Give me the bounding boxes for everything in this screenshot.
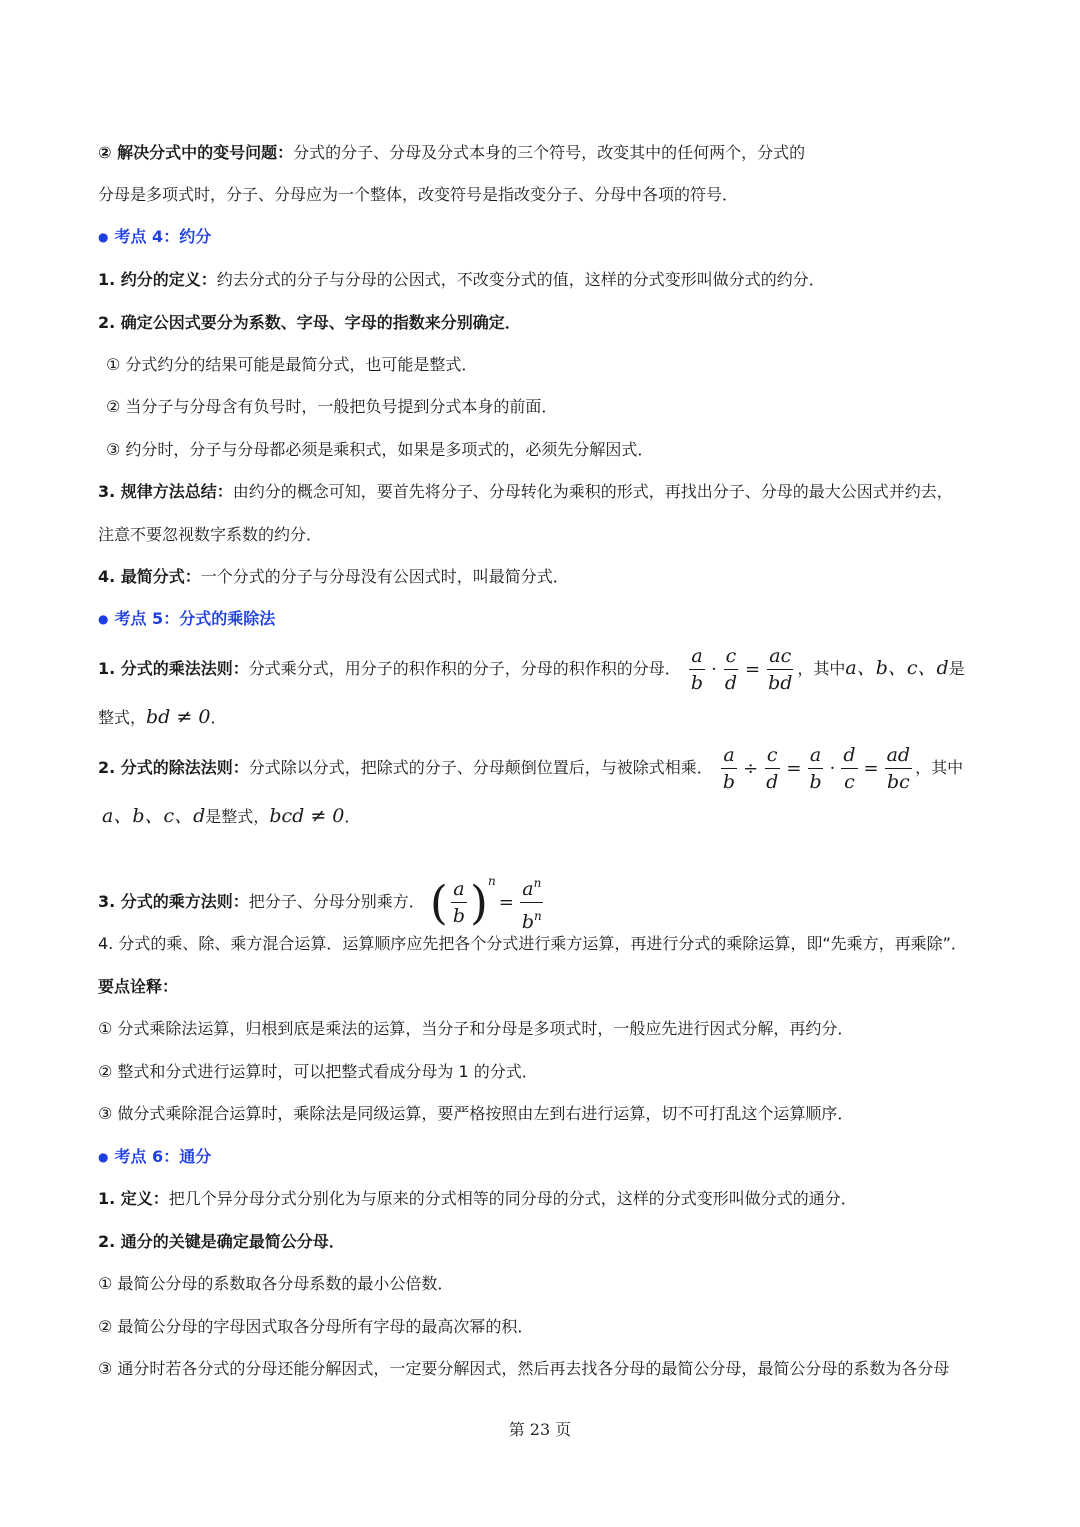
- bold-label: 4. 最简分式：: [98, 567, 201, 586]
- bold-label: 1. 定义：: [98, 1189, 169, 1208]
- fraction: [689, 643, 705, 696]
- denominator: bd: [768, 672, 793, 694]
- operator: =: [498, 891, 514, 913]
- text: ③ 通分时若各分式的分母还能分解因式，一定要分解因式，然后再去找各分母的最简公分母，最简公分母的系数为各分母: [98, 1359, 950, 1378]
- text: ② 当分子与分母含有负号时，一般把负号提到分式本身的前面．: [106, 397, 558, 416]
- bullet-icon: ●: [98, 1150, 109, 1164]
- denominator: d: [766, 771, 779, 793]
- fraction: [885, 742, 913, 795]
- numerator: d: [841, 742, 857, 769]
- fraction: [764, 742, 780, 795]
- numerator: a: [808, 742, 823, 769]
- text: 把分子、分母分别乘方．: [248, 892, 425, 911]
- paragraph-line: [98, 932, 980, 956]
- exponent: n: [487, 874, 496, 888]
- bold-label: 3. 规律方法总结：: [98, 482, 233, 501]
- list-item: [98, 1060, 980, 1084]
- math-condition: bcd ≠ 0: [269, 805, 345, 827]
- text: 一个分式的分子与分母没有公因式时，叫最简分式．: [200, 567, 569, 586]
- list-item: [98, 1102, 980, 1126]
- paragraph-multiplication-rule: [98, 640, 980, 698]
- paragraph-power-rule: [98, 850, 980, 935]
- operator: =: [786, 757, 802, 779]
- fraction: [451, 876, 467, 929]
- text: 注意不要忽视数字系数的约分．: [98, 525, 323, 544]
- denominator: b: [690, 672, 704, 694]
- text: ① 分式乘除法运算，归根到底是乘法的运算，当分子和分母是多项式时，一般应先进行因式分解，再约分．: [98, 1019, 854, 1038]
- text: ，其中: [797, 659, 846, 678]
- bullet-icon: ●: [98, 230, 109, 244]
- bold-label: 2. 确定公因式要分为系数、字母、字母的指数来分别确定．: [98, 313, 521, 332]
- section-heading-5: [98, 607, 980, 631]
- text: 是: [948, 659, 965, 678]
- numerator: a: [689, 643, 704, 670]
- text: ．: [344, 807, 361, 826]
- text: ．: [210, 708, 227, 727]
- text: ① 分式约分的结果可能是最简分式，也可能是整式．: [106, 355, 478, 374]
- text: ③ 约分时，分子与分母都必须是乘积式，如果是多项式的，必须先分解因式．: [106, 440, 654, 459]
- text: ③ 做分式乘除混合运算时，乘除法是同级运算，要严格按照由左到右进行运算，切不可打乱这个运算顺序．: [98, 1104, 854, 1123]
- denominator: b: [809, 771, 822, 793]
- fraction: [721, 742, 737, 795]
- paragraph-line: [98, 1187, 980, 1211]
- numerator: ad: [885, 742, 913, 769]
- numerator: c: [724, 643, 739, 670]
- page-number: 第 23 页: [508, 1420, 572, 1439]
- list-item: [98, 1017, 980, 1041]
- section-heading-6: [98, 1145, 980, 1169]
- bold-label: 2. 通分的关键是确定最简公分母．: [98, 1232, 345, 1251]
- denominator: $b^n$: [521, 909, 542, 933]
- list-item: [106, 353, 980, 377]
- numerator: a: [721, 742, 736, 769]
- heading-text: 考点 6：通分: [114, 1147, 212, 1166]
- fraction: [723, 643, 739, 696]
- numerator: $a^n$: [520, 870, 543, 903]
- paragraph-line: [98, 705, 980, 730]
- text: 4. 分式的乘、除、乘方混合运算．运算顺序应先把各个分式进行乘方运算，再进行分式的乘除运算，即“先乘方，再乘除”．: [98, 934, 967, 953]
- text: 把几个异分母分式分别化为与原来的分式相等的同分母的分式，这样的分式变形叫做分式的通分．: [168, 1189, 857, 1208]
- bold-label: 要点诠释：: [98, 977, 179, 996]
- denominator: bc: [886, 771, 910, 793]
- text: 分式乘分式，用分子的积作积的分子，分母的积作积的分母．: [248, 659, 681, 678]
- heading-text: 考点 4：约分: [114, 227, 212, 246]
- operator: ÷: [743, 757, 759, 779]
- bullet-icon: ●: [98, 612, 109, 626]
- numerator: ac: [767, 643, 793, 670]
- operator: =: [744, 658, 761, 680]
- math-vars: a、b、c、d: [845, 657, 949, 679]
- text: 分母是多项式时，分子、分母应为一个整体，改变符号是指改变分子、分母中各项的符号．: [98, 185, 739, 204]
- numerator: a: [451, 876, 466, 903]
- denominator: b: [722, 771, 736, 793]
- list-item: [106, 438, 980, 462]
- text: ，其中: [915, 758, 964, 777]
- list-item: [106, 395, 980, 419]
- text: 约去分式的分子与分母的公因式，不改变分式的值，这样的分式变形叫做分式的约分．: [216, 270, 825, 289]
- paragraph-line: [98, 268, 980, 292]
- fraction: [841, 742, 857, 795]
- paragraph-line: [98, 523, 980, 547]
- bold-label: 2. 分式的除法法则：: [98, 758, 249, 777]
- operator: =: [863, 757, 879, 779]
- bold-label: ② 解决分式中的变号问题：: [98, 143, 294, 162]
- paragraph-line: [98, 480, 980, 504]
- paragraph-line: [98, 804, 980, 829]
- paragraph-line: [98, 183, 980, 207]
- list-item: [98, 1357, 980, 1381]
- math-condition: bd ≠ 0: [146, 706, 211, 728]
- paragraph-line: [98, 565, 980, 589]
- bold-label: 1. 分式的乘法法则：: [98, 659, 249, 678]
- fraction: [807, 742, 823, 795]
- paragraph-line: [98, 1230, 980, 1254]
- heading-text: 考点 5：分式的乘除法: [114, 609, 276, 628]
- fraction: [766, 643, 794, 696]
- left-paren: (: [429, 875, 448, 930]
- list-item: [98, 1315, 980, 1339]
- text: ② 整式和分式进行运算时，可以把整式看成分母为 1 的分式．: [98, 1062, 538, 1081]
- denominator: d: [724, 672, 737, 694]
- fraction: [520, 870, 544, 935]
- paragraph-division-rule: [98, 740, 980, 797]
- denominator: c: [844, 771, 855, 793]
- right-paren: ): [470, 875, 488, 930]
- bold-label: 1. 约分的定义：: [98, 270, 217, 289]
- numerator: c: [765, 742, 780, 769]
- section-heading-4: [98, 225, 980, 249]
- key-points-heading: [98, 975, 980, 999]
- denominator: b: [452, 905, 466, 927]
- text: 是整式，: [205, 807, 270, 826]
- paragraph-sign-change: [98, 141, 980, 165]
- text: 分式的分子、分母及分式本身的三个符号，改变其中的任何两个，分式的: [293, 143, 806, 162]
- text: ① 最简公分母的系数取各分母系数的最小公倍数．: [98, 1274, 454, 1293]
- text: 整式，: [98, 708, 147, 727]
- bold-label: 3. 分式的乘方法则：: [98, 892, 249, 911]
- math-vars: a、b、c、d: [102, 805, 206, 827]
- operator: ·: [829, 757, 836, 779]
- text: 由约分的概念可知，要首先将分子、分母转化为乘积的形式，再找出分子、分母的最大公因式并约去，: [232, 482, 953, 501]
- list-item: [98, 1272, 980, 1296]
- paragraph-line: [98, 311, 980, 335]
- text: 分式除以分式，把除式的分子、分母颠倒位置后，与被除式相乘．: [248, 758, 713, 777]
- operator: ·: [711, 658, 717, 680]
- text: ② 最简公分母的字母因式取各分母所有字母的最高次幂的积．: [98, 1317, 534, 1336]
